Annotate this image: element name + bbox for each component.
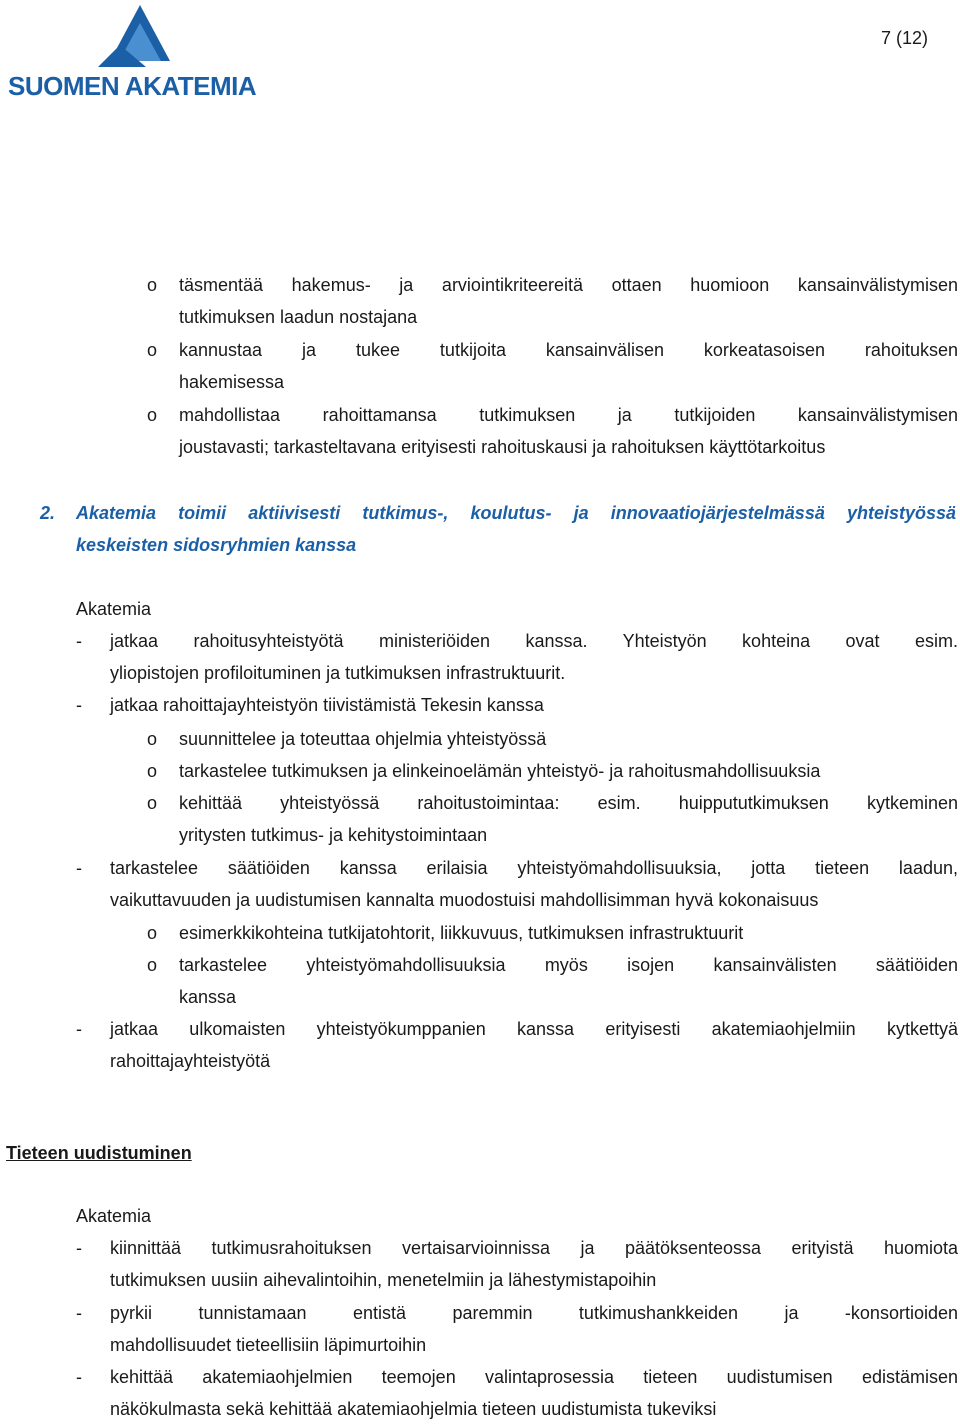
list-item-line: tutkimuksen laadun nostajana — [179, 307, 418, 327]
list-item-line: yliopistojen profiloituminen ja tutkimuksen infrastruktuurit. — [110, 663, 566, 683]
actor-label: Akatemia — [76, 599, 152, 619]
list-item-line: tarkastelee yhteistyömahdollisuuksia myös isojen kansainvälisten säätiöiden — [179, 955, 958, 975]
list-item-line: yritysten tutkimus- ja kehitystoimintaan — [179, 825, 488, 845]
page-number: 7 (12) — [880, 28, 928, 48]
section-title-line: Akatemia toimii aktiivisesti tutkimus-, koulutus- ja innovaatiojärjestelmässä yhteistyössä — [76, 503, 956, 523]
list-bullet-dash: - — [76, 1367, 82, 1387]
list-item-line: mahdollisuudet tieteellisiin läpimurtoihin — [110, 1335, 427, 1355]
list-bullet-circle: o — [147, 729, 158, 749]
list-bullet-circle: o — [147, 340, 158, 360]
list-item-line: jatkaa rahoitusyhteistyötä ministeriöiden kanssa. Yhteistyön kohteina ovat esim. — [110, 631, 958, 651]
list-item-line: jatkaa ulkomaisten yhteistyökumppanien kanssa erityisesti akatemiaohjelmiin kytkettyä — [110, 1019, 958, 1039]
section-heading: Tieteen uudistuminen — [6, 1143, 192, 1163]
section-number: 2. — [40, 503, 56, 523]
list-bullet-dash: - — [76, 858, 82, 878]
actor-label: Akatemia — [76, 1206, 152, 1226]
list-bullet-dash: - — [76, 631, 82, 651]
logo-triangle-icon — [6, 5, 256, 71]
list-item-line: rahoittajayhteistyötä — [110, 1051, 271, 1071]
logo-text: SUOMEN AKATEMIA — [8, 71, 257, 101]
list-item-line: kehittää yhteistyössä rahoitustoimintaa: esim. huippututkimuksen kytkeminen — [179, 793, 958, 813]
list-item-line: suunnittelee ja toteuttaa ohjelmia yhteistyössä — [179, 729, 547, 749]
section-title-line: keskeisten sidosryhmien kanssa — [76, 535, 357, 555]
list-item-line: joustavasti; tarkasteltavana erityisesti rahoituskausi ja rahoituksen käyttötarkoitus — [179, 437, 826, 457]
list-bullet-circle: o — [147, 923, 158, 943]
list-item-line: esimerkkikohteina tutkijatohtorit, liikkuvuus, tutkimuksen infrastruktuurit — [179, 923, 744, 943]
list-item-line: vaikuttavuuden ja uudistumisen kannalta muodostuisi mahdollisimman hyvä kokonaisuus — [110, 890, 819, 910]
list-item-line: kannustaa ja tukee tutkijoita kansainvälisen korkeatasoisen rahoituksen — [179, 340, 958, 360]
list-bullet-circle: o — [147, 955, 158, 975]
list-item-line: jatkaa rahoittajayhteistyön tiivistämistä Tekesin kanssa — [110, 695, 544, 715]
list-bullet-circle: o — [147, 275, 158, 295]
list-item-line: kanssa — [179, 987, 237, 1007]
list-bullet-dash: - — [76, 1303, 82, 1323]
list-item-line: näkökulmasta sekä kehittää akatemiaohjelmia tieteen uudistumista tukeviksi — [110, 1399, 717, 1419]
list-bullet-dash: - — [76, 1238, 82, 1258]
suomen-akatemia-logo — [6, 5, 257, 101]
list-item-line: pyrkii tunnistamaan entistä paremmin tutkimushankkeiden ja -konsortioiden — [110, 1303, 958, 1323]
list-item-line: hakemisessa — [179, 372, 285, 392]
list-item-line: kiinnittää tutkimusrahoituksen vertaisarvioinnissa ja päätöksenteossa erityistä huomiota — [110, 1238, 958, 1258]
list-item-line: täsmentää hakemus- ja arviointikriteereitä ottaen huomioon kansainvälistymisen — [179, 275, 958, 295]
list-bullet-circle: o — [147, 793, 158, 813]
list-item-line: kehittää akatemiaohjelmien teemojen valintaprosessia tieteen uudistumisen edistämisen — [110, 1367, 958, 1387]
list-item-line: tutkimuksen uusiin aihevalintoihin, menetelmiin ja lähestymistapoihin — [110, 1270, 657, 1290]
list-item-line: tarkastelee tutkimuksen ja elinkeinoelämän yhteistyö- ja rahoitusmahdollisuuksia — [179, 761, 821, 781]
list-item-line: tarkastelee säätiöiden kanssa erilaisia yhteistyömahdollisuuksia, jotta tieteen laadun, — [110, 858, 958, 878]
list-bullet-circle: o — [147, 761, 158, 781]
list-bullet-dash: - — [76, 1019, 82, 1039]
list-bullet-circle: o — [147, 405, 158, 425]
list-bullet-dash: - — [76, 695, 82, 715]
list-item-line: mahdollistaa rahoittamansa tutkimuksen ja tutkijoiden kansainvälistymisen — [179, 405, 958, 425]
